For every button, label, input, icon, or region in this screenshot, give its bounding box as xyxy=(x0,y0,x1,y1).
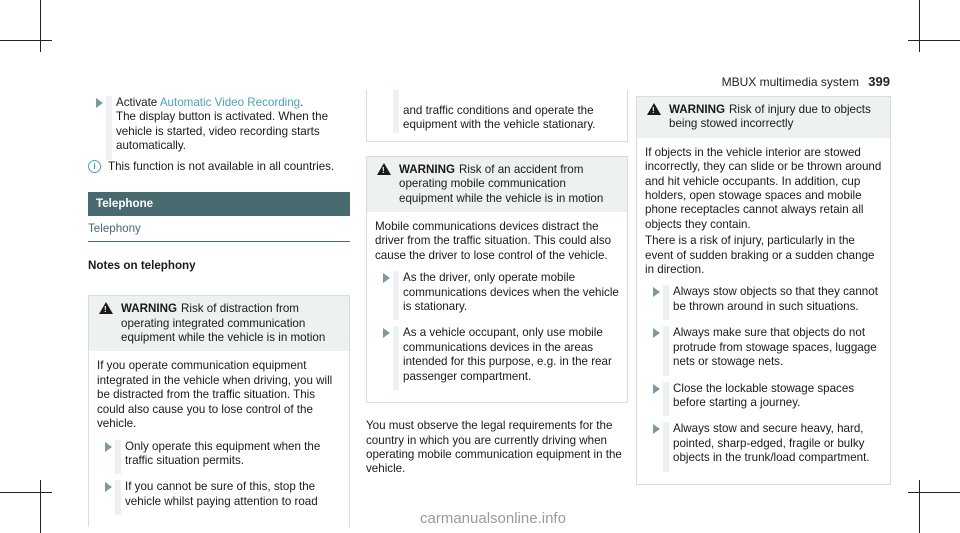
step-arrow-icon xyxy=(653,384,660,394)
warning-box xyxy=(636,96,891,485)
step-arrow-icon xyxy=(96,98,103,108)
crop-mark xyxy=(908,492,960,493)
crop-mark xyxy=(40,480,41,533)
warning-box xyxy=(366,156,628,403)
warning-header: ! WARNING Risk of distraction from operating integrated communication equipment while the vehicle is in motion xyxy=(89,296,349,351)
step-item: Close the lockable stowage spaces before starting a journey. xyxy=(645,382,882,411)
topic-title: Notes on telephony xyxy=(88,258,196,272)
step-arrow-icon xyxy=(653,328,660,338)
crop-mark xyxy=(0,492,52,493)
step-item: As a vehicle occupant, only use mobile communications devices in the areas intended for this purpose, e.g. in the rear passenger compartment. xyxy=(375,326,619,384)
warning-text: Mobile communications devices distract the driver from the traffic situation. This could also cause the driver to lose control of the vehicle. xyxy=(375,220,612,262)
warning-triangle-icon xyxy=(99,302,113,314)
warning-triangle-icon xyxy=(647,103,661,115)
subsection-title: Telephony xyxy=(88,216,350,241)
section-title: Telephone xyxy=(88,192,350,216)
body-paragraph: You must observe the legal requirements for the country in which you are currently driving when operating mobile communication equipment in the vehicle. xyxy=(366,419,622,476)
page-header xyxy=(722,74,890,89)
warning-text: If you operate communication equipment integrated in the vehicle when driving, you will be distracted from the traffic situation. This could also cause you to lose control of the vehicle. xyxy=(97,359,333,431)
step-item: Only operate this equipment when the traffic situation permits. xyxy=(97,440,341,469)
crop-mark xyxy=(908,40,960,41)
step-arrow-icon xyxy=(105,442,112,452)
crop-mark xyxy=(919,0,920,52)
step-item: Always stow and secure heavy, hard, pointed, sharp-edged, fragile or bulky objects in the trunk/load compartment. xyxy=(645,422,882,465)
step-arrow-icon xyxy=(105,482,112,492)
warning-triangle-icon xyxy=(377,163,391,175)
step-arrow-icon xyxy=(383,328,390,338)
column-2 xyxy=(366,90,628,477)
step-item: and traffic conditions and operate the equipment with the vehicle stationary. xyxy=(375,104,619,133)
automatic-video-recording-link[interactable]: Automatic Video Recording xyxy=(159,96,301,109)
step-item: As the driver, only operate mobile communications devices when the vehicle is stationary. xyxy=(375,271,619,314)
step-item: Always stow objects so that they cannot be thrown around in such situations. xyxy=(645,285,882,314)
step-arrow-icon xyxy=(653,287,660,297)
info-note: i This function is not available in all countries. xyxy=(88,160,350,174)
warning-text: If objects in the vehicle interior are stowed incorrectly, they can slide or be thrown around and hit vehicle occupants. In addition, cup holders, open stowage spaces and mobile phone receptacles cannot always retain all objects they contain. xyxy=(645,145,882,231)
warning-header: ! WARNING Risk of an accident from operating mobile communication equipment while the vehicle is in motion xyxy=(367,157,627,212)
step-item: If you cannot be sure of this, stop the vehicle whilst paying attention to road xyxy=(97,480,341,509)
warning-box xyxy=(88,295,350,527)
warning-box-continued xyxy=(366,90,628,142)
crop-mark xyxy=(0,40,52,41)
column-1 xyxy=(88,96,350,527)
header-title: MBUX multimedia system xyxy=(721,75,859,89)
crop-mark xyxy=(40,0,41,52)
crop-mark xyxy=(919,480,920,533)
step-item: Always make sure that objects do not protrude from stowage spaces, luggage nets or stowage nets. xyxy=(645,326,882,369)
info-icon: i xyxy=(88,160,101,173)
warning-header: ! WARNING Risk of injury due to objects being stowed incorrectly xyxy=(637,97,890,138)
page-number: 399 xyxy=(868,74,890,89)
watermark: carmanualsonline.info xyxy=(420,510,566,527)
step-item: Activate Automatic Video Recording. The display button is activated. When the vehicle is started, video recording starts automatically. xyxy=(88,96,350,154)
step-arrow-icon xyxy=(383,273,390,283)
warning-text: There is a risk of injury, particularly in the event of sudden braking or a sudden change in direction. xyxy=(645,234,875,277)
column-3 xyxy=(636,96,891,485)
step-arrow-icon xyxy=(653,424,660,434)
